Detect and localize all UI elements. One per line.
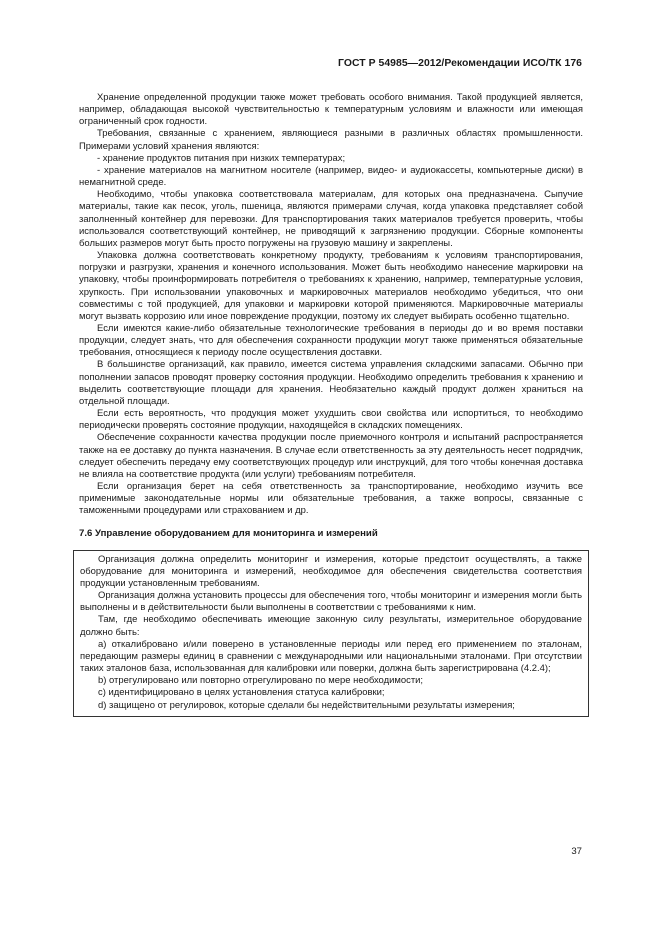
paragraph: Если имеются какие-либо обязательные технологические требования в периоды до и во время поставки продукции, следует знать, что для обеспечения сохранности продукции могут также применяться обязательные требования, относящиеся к периоду после осуществления доставки.: [79, 322, 583, 359]
page-content: [79, 92, 583, 717]
paragraph: Обеспечение сохранности качества продукции после приемочного контроля и испытаний распространяется также на ее доставку до пункта назначения. В случае если ответственность за эту деятельность несет подрядчик, следует обеспечить передачу ему соответствующих процедур или инструкций, для того чтобы конечная доставка не влияла на соответствие продукта (или услуги) требованиям потребителя.: [79, 432, 583, 480]
box-list-item: d) защищено от регулировок, которые сделали бы недействительными результаты измерения;: [98, 699, 515, 711]
paragraph: Необходимо, чтобы упаковка соответствовала материалам, для которых она предназначена. Сыпучие материалы, такие как песок, уголь, пшеница, являются примерами случая, когда упаковка представляет собой заполненный контейнер для перевозки. Для транспортирования таких материалов требуется проверить, чтобы использовался соответствующий контейнер, не приводящий к загрязнению продукции. Сборные компоненты больших размеров могут быть просто погружены на грузовую машину и закреплены.: [79, 189, 583, 249]
paragraph: Хранение определенной продукции также может требовать особого внимания. Такой продукцией является, например, обладающая высокой чувствительностью к температурным условиям и влажности или имеющая ограниченный срок годности.: [79, 92, 583, 128]
list-item: - хранение материалов на магнитном носителе (например, видео- и аудиокассеты, компьютерные диски) в немагнитной среде.: [79, 164, 583, 189]
list-item: - хранение продуктов питания при низких температурах;: [97, 152, 346, 164]
box-paragraph: Организация должна определить мониторинг и измерения, которые предстоит осуществлять, а также оборудование для мониторинга и измерений, необходимое для обеспечения свидетельства соответствия продукции установленным требованиям.: [80, 553, 582, 589]
page-number: 37: [571, 846, 582, 857]
box-paragraph: Организация должна установить процессы для обеспечения того, чтобы мониторинг и измерения могли быть выполнены и в действительности были выполнены в соответствии с требованиями к ним.: [80, 590, 582, 614]
box-list-item: b) отрегулировано или повторно отрегулировано по мере необходимости;: [98, 675, 424, 687]
paragraph: Требования, связанные с хранением, являющиеся разными в различных областях промышленности. Примерами условий хранения являются:: [79, 128, 583, 152]
running-header: ГОСТ Р 54985—2012/Рекомендации ИСО/ТК 176: [338, 58, 582, 69]
box-paragraph: Там, где необходимо обеспечивать имеющие законную силу результаты, измерительное оборудование должно быть:: [80, 614, 582, 638]
box-list-item: a) откалибровано и/или поверено в установленные периоды или перед его применением по эталонам, передающим размеры единиц в сравнении с международными или национальными эталонами. При отсутствии таких эталонов база, использованная для калибровки или поверки, должна быть зарегистрирована (4.2.4);: [80, 638, 582, 675]
paragraph: Если есть вероятность, что продукция может ухудшить свои свойства или испортиться, то необходимо периодически проверять состояние продукции, находящейся в складских помещениях.: [79, 408, 583, 432]
section-heading: 7.6 Управление оборудованием для мониторинга и измерений: [79, 528, 378, 540]
paragraph: В большинстве организаций, как правило, имеется система управления складскими запасами. Обычно при пополнении запасов проводят проверку состояния продукции. Необходимо определить требования к хранению и выделить соответствующие площади для хранения. Необязательно каждый продукт должен храниться на отдельной площади.: [79, 359, 583, 407]
paragraph: Упаковка должна соответствовать конкретному продукту, требованиям к условиям транспортирования, погрузки и разгрузки, хранения и конечного использования. Может быть необходимо нанесение маркировки на упаковку, чтобы проинформировать потребителя о требованиях к хранению, например, температурные условия, хрупкость. При использовании упаковочных и маркировочных материалов необходимо убедиться, что они совместимы с той продукцией, для упаковки и маркировки которой применяются. Маркировочные материалы могут вызвать коррозию или иное повреждение продукции, поэтому их следует выбирать особенно тщательно.: [79, 250, 583, 322]
box-list-item: c) идентифицировано в целях установления статуса калибровки;: [98, 687, 385, 699]
paragraph: Если организация берет на себя ответственность за транспортирование, необходимо изучить все применимые законодательные нормы или обязательные требования, а также вопросы, связанные с таможенными процедурами или страхованием и др.: [79, 481, 583, 517]
standard-requirement-box: [73, 550, 589, 717]
